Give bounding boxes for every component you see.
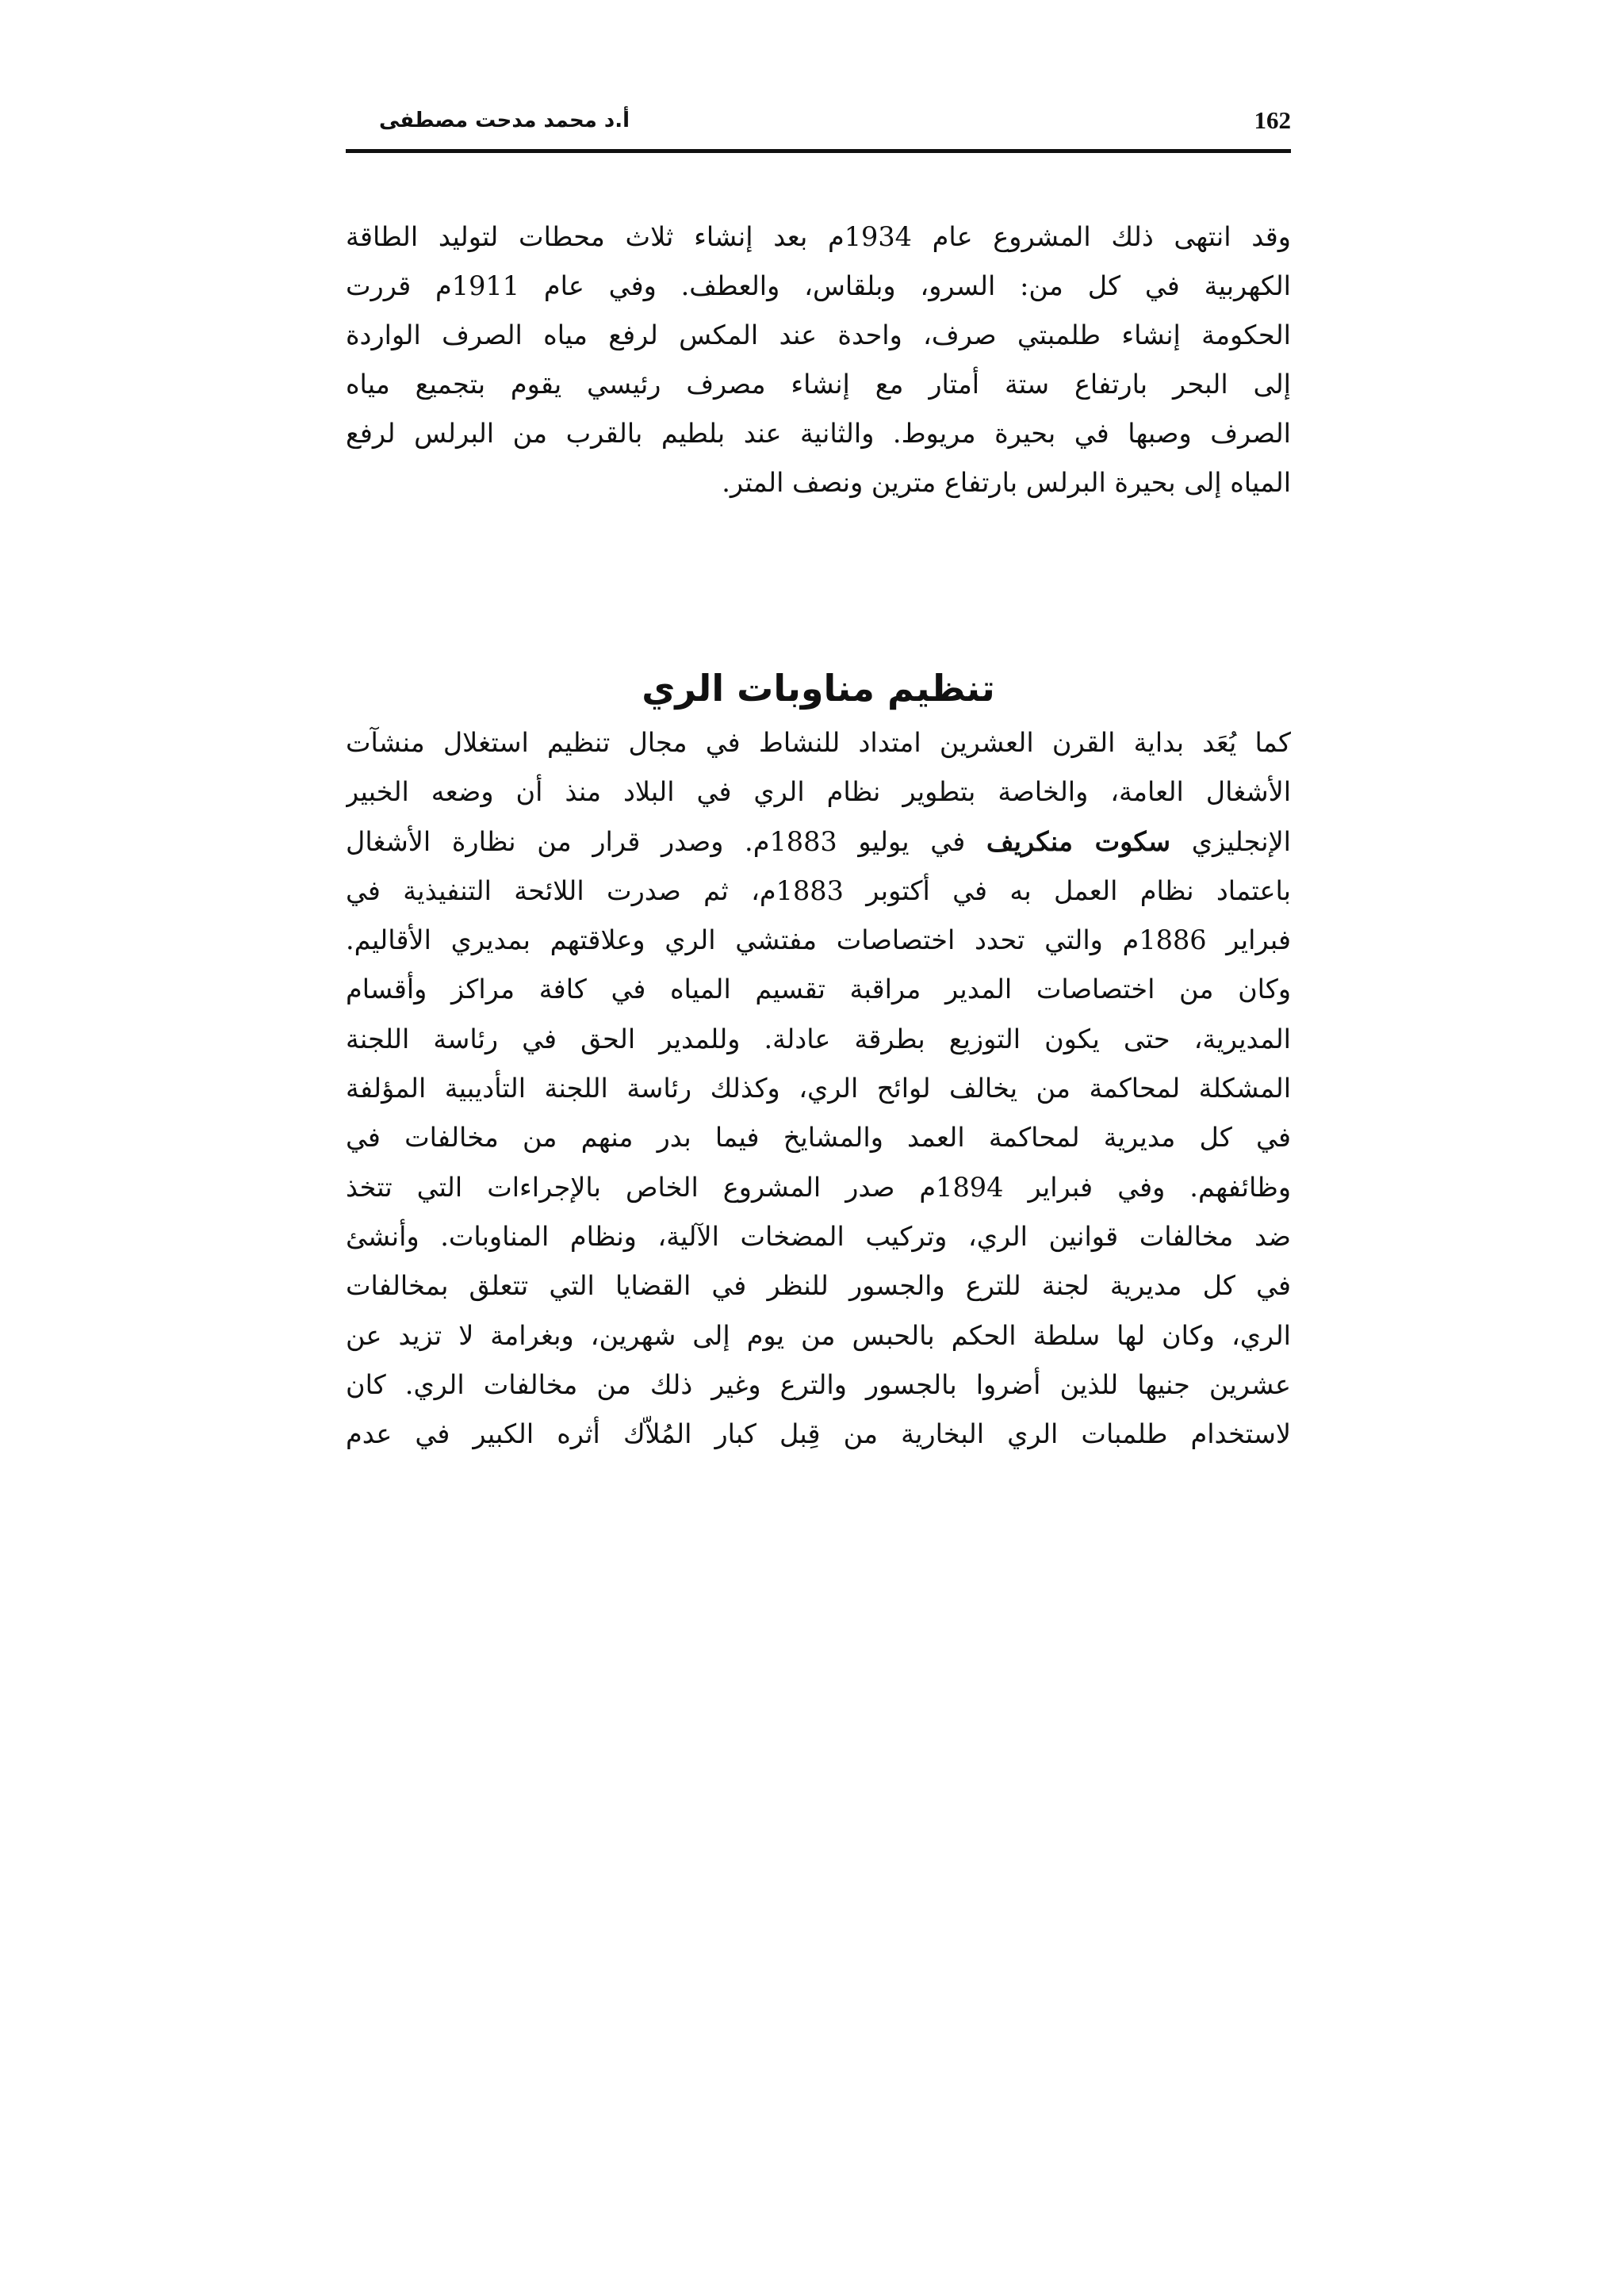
text-line: وقد انتهى ذلك المشروع عام 1934م بعد إنشاء ثلاث محطات لتوليد الطاقة <box>346 221 1291 252</box>
text-line: المياه إلى بحيرة البرلس بارتفاع مترين ونصف المتر. <box>722 467 1291 498</box>
text-segment: الإنجليزي <box>1191 825 1291 857</box>
text-line: باعتماد نظام العمل به في أكتوبر 1883م، ثم صدرت اللائحة التنفيذية في <box>346 874 1291 906</box>
paragraph-2 <box>346 718 1291 1459</box>
text-line: كما يُعَد بداية القرن العشرين امتداد للنشاط في مجال تنظيم استغلال منشآت <box>346 727 1291 758</box>
page-number: 162 <box>1254 106 1291 134</box>
text-line: الحكومة إنشاء طلمبتي صرف، واحدة عند المكس لرفع مياه الصرف الواردة <box>346 320 1291 350</box>
text-line: الصرف وصبها في بحيرة مريوط. والثانية عند بلطيم بالقرب من البرلس لرفع <box>346 418 1291 449</box>
text-line: عشرين جنيها للذين أضروا بالجسور والترع وغير ذلك من مخالفات الري. كان <box>346 1368 1291 1400</box>
text-line: الكهربية في كل من: السرو، وبلقاس، والعطف. وفي عام 1911م قررت <box>346 270 1291 301</box>
text-line: لاستخدام طلمبات الري البخارية من قِبل كبار المُلاّك أثره الكبير في عدم <box>346 1418 1291 1450</box>
text-line: الأشغال العامة، والخاصة بتطوير نظام الري في البلاد منذ أن وضعه الخبير <box>346 776 1291 808</box>
page-header <box>346 101 1291 153</box>
running-head-author: أ.د محمد مدحت مصطفى <box>379 109 630 132</box>
text-line: في كل مديرية لمحاكمة العمد والمشايخ فيما بدر منهم من مخالفات في <box>346 1122 1291 1154</box>
paragraph-1 <box>346 212 1291 507</box>
text-line: إلى البحر بارتفاع ستة أمتار مع إنشاء مصرف رئيسي يقوم بتجميع مياه <box>346 369 1291 400</box>
text-line: وظائفهم. وفي فبراير 1894م صدر المشروع الخاص بالإجراءات التي تتخذ <box>346 1171 1291 1203</box>
bold-person-name: سكوت منكريف <box>986 825 1171 857</box>
text-line: ضد مخالفات قوانين الري، وتركيب المضخات الآلية، ونظام المناوبات. وأنشئ <box>346 1220 1291 1252</box>
text-line: فبراير 1886م والتي تحدد اختصاصات مفتشي الري وعلاقتهم بمديري الأقاليم. <box>346 924 1291 956</box>
section-heading: تنظيم مناوبات الري <box>642 667 995 710</box>
text-line: في كل مديرية لجنة للترع والجسور للنظر في القضايا التي تتعلق بمخالفات <box>346 1270 1291 1302</box>
text-segment: في يوليو 1883م. وصدر قرار من نظارة الأشغال <box>346 825 966 857</box>
text-line: وكان من اختصاصات المدير مراقبة تقسيم المياه في كافة مراكز وأقسام <box>346 974 1291 1005</box>
text-line-with-name <box>346 817 1291 867</box>
text-line: المديرية، حتى يكون التوزيع بطرقة عادلة. وللمدير الحق في رئاسة اللجنة <box>346 1023 1291 1054</box>
text-line: المشكلة لمحاكمة من يخالف لوائح الري، وكذلك رئاسة اللجنة التأديبية المؤلفة <box>346 1073 1291 1104</box>
text-line: الري، وكان لها سلطة الحكم بالحبس من يوم إلى شهرين، وبغرامة لا تزيد عن <box>346 1319 1291 1351</box>
